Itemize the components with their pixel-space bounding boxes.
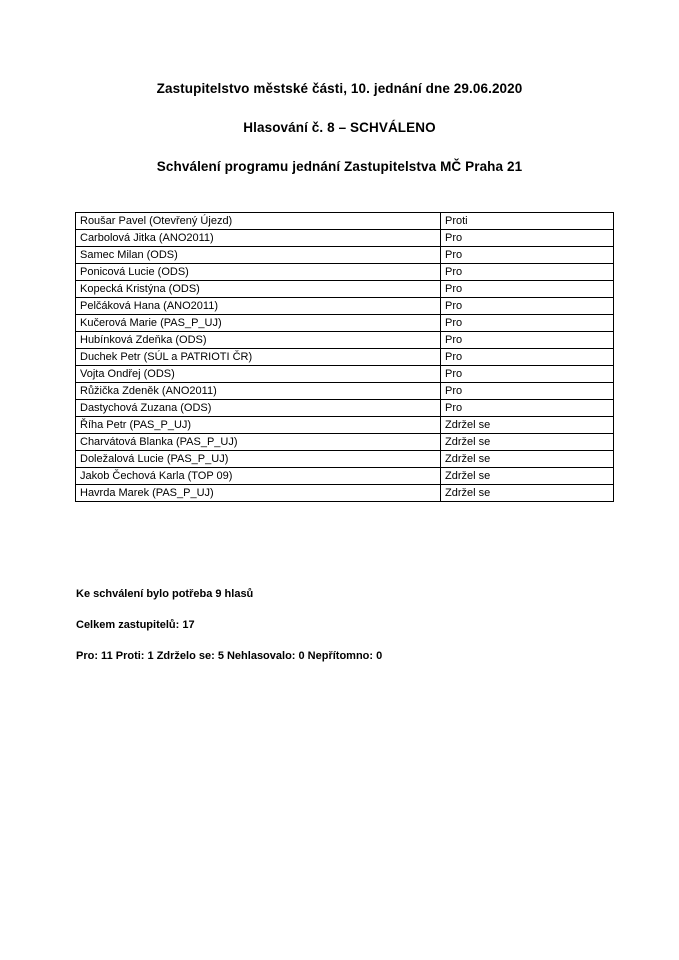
member-name-cell: Charvátová Blanka (PAS_P_UJ) (76, 434, 441, 451)
vote-value-cell: Pro (441, 349, 614, 366)
table-row (76, 400, 614, 417)
vote-value-cell: Zdržel se (441, 485, 614, 502)
table-row (76, 485, 614, 502)
vote-value-cell: Pro (441, 230, 614, 247)
vote-value-cell: Pro (441, 383, 614, 400)
vote-value-cell: Pro (441, 315, 614, 332)
member-name-cell: Kopecká Kristýna (ODS) (76, 281, 441, 298)
vote-value-cell: Pro (441, 298, 614, 315)
member-name-cell: Vojta Ondřej (ODS) (76, 366, 441, 383)
vote-value-cell: Pro (441, 281, 614, 298)
table-row (76, 451, 614, 468)
member-name-cell: Dastychová Zuzana (ODS) (76, 400, 441, 417)
member-name-cell: Samec Milan (ODS) (76, 247, 441, 264)
vote-value-cell: Zdržel se (441, 417, 614, 434)
vote-value-cell: Pro (441, 366, 614, 383)
member-name-cell: Říha Petr (PAS_P_UJ) (76, 417, 441, 434)
table-row (76, 213, 614, 230)
summary-total-members: Celkem zastupitelů: 17 (76, 619, 195, 631)
vote-value-cell: Zdržel se (441, 468, 614, 485)
member-name-cell: Doležalová Lucie (PAS_P_UJ) (76, 451, 441, 468)
member-name-cell: Pelčáková Hana (ANO2011) (76, 298, 441, 315)
table-row (76, 468, 614, 485)
member-name-cell: Růžička Zdeněk (ANO2011) (76, 383, 441, 400)
member-name-cell: Carbolová Jitka (ANO2011) (76, 230, 441, 247)
document-title-subject: Schválení programu jednání Zastupitelstva MČ Praha 21 (156, 159, 523, 174)
table-row (76, 349, 614, 366)
vote-value-cell: Zdržel se (441, 434, 614, 451)
table-row (76, 247, 614, 264)
member-name-cell: Roušar Pavel (Otevřený Újezd) (76, 213, 441, 230)
vote-value-cell: Pro (441, 400, 614, 417)
vote-value-cell: Proti (441, 213, 614, 230)
member-name-cell: Havrda Marek (PAS_P_UJ) (76, 485, 441, 502)
table-row (76, 366, 614, 383)
document-title-meeting: Zastupitelstvo městské části, 10. jednání dne 29.06.2020 (156, 81, 523, 96)
member-name-cell: Ponicová Lucie (ODS) (76, 264, 441, 281)
table-row (76, 264, 614, 281)
table-row (76, 281, 614, 298)
table-row (76, 417, 614, 434)
member-name-cell: Jakob Čechová Karla (TOP 09) (76, 468, 441, 485)
member-name-cell: Duchek Petr (SÚL a PATRIOTI ČR) (76, 349, 441, 366)
votes-table (75, 212, 614, 502)
vote-value-cell: Pro (441, 247, 614, 264)
table-row (76, 315, 614, 332)
vote-value-cell: Pro (441, 332, 614, 349)
table-row (76, 383, 614, 400)
votes-table-body (76, 213, 614, 502)
vote-value-cell: Pro (441, 264, 614, 281)
document-title-vote-result: Hlasování č. 8 – SCHVÁLENO (243, 120, 436, 135)
member-name-cell: Hubínková Zdeňka (ODS) (76, 332, 441, 349)
member-name-cell: Kučerová Marie (PAS_P_UJ) (76, 315, 441, 332)
table-row (76, 230, 614, 247)
summary-vote-counts: Pro: 11 Proti: 1 Zdrželo se: 5 Nehlasovalo: 0 Nepřítomno: 0 (76, 650, 383, 662)
table-row (76, 332, 614, 349)
vote-value-cell: Zdržel se (441, 451, 614, 468)
summary-required-votes: Ke schválení bylo potřeba 9 hlasů (76, 588, 254, 600)
table-row (76, 434, 614, 451)
table-row (76, 298, 614, 315)
